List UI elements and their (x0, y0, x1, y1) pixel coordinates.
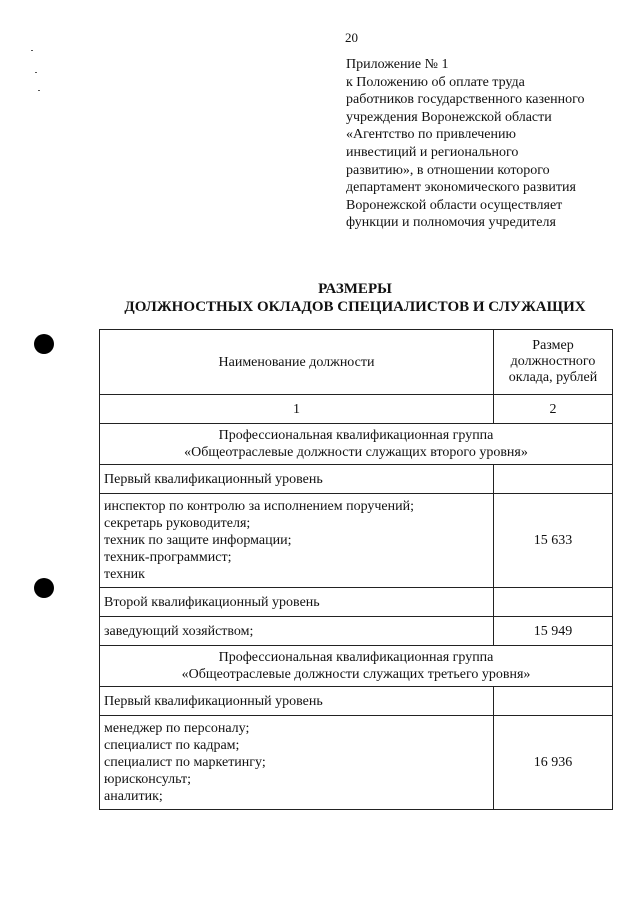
qualification-group-title (100, 646, 613, 687)
qualification-level-row (100, 588, 613, 617)
qualification-group-title (100, 424, 613, 465)
header-salary-line: Размер (532, 338, 574, 353)
positions-row (100, 716, 613, 810)
positions-row (100, 617, 613, 646)
salary-table (99, 329, 613, 810)
punch-hole (34, 578, 54, 598)
appendix-line: развитию», в отношении которого (346, 162, 550, 178)
positions-row (100, 494, 613, 588)
group-title-line: «Общеотраслевые должности служащих третьего уровня» (181, 667, 531, 682)
column-number: 2 (494, 395, 613, 424)
appendix-line: к Положению об оплате труда (346, 74, 525, 90)
qualification-group-row (100, 424, 613, 465)
position-item: инспектор по контролю за исполнением поручений; (104, 499, 415, 514)
positions-list (100, 494, 494, 588)
qualification-level-row (100, 687, 613, 716)
salary-value: 16 936 (494, 716, 613, 810)
group-title-line: Профессиональная квалификационная группа (218, 650, 494, 665)
appendix-line: учреждения Воронежской области (346, 109, 552, 125)
qualification-level-name: Первый квалификационный уровень (100, 465, 494, 494)
appendix-line: «Агентство по привлечению (346, 127, 516, 143)
document-title (100, 280, 610, 316)
appendix-line: Приложение № 1 (346, 57, 449, 72)
position-item: специалист по маркетингу; (104, 755, 266, 770)
column-number-row (100, 395, 613, 424)
position-item: юрисконсульт; (104, 772, 192, 787)
position-item: техник по защите информации; (104, 533, 292, 548)
empty-cell (494, 588, 613, 617)
header-salary-line: оклада, рублей (508, 370, 598, 385)
positions-list (100, 716, 494, 810)
header-position-name: Наименование должности (100, 330, 494, 395)
position-item: техник (104, 567, 145, 582)
appendix-line: Воронежской области осуществляет (346, 197, 563, 213)
position-item: секретарь руководителя; (104, 516, 251, 531)
appendix-line: функции и полномочия учредителя (346, 215, 556, 231)
punch-hole (34, 334, 54, 354)
position-item: менеджер по персоналу; (104, 721, 250, 736)
position-item: специалист по кадрам; (104, 738, 240, 753)
position-item: заведующий хозяйством; (100, 617, 494, 646)
qualification-level-name: Второй квалификационный уровень (100, 588, 494, 617)
position-item: аналитик; (104, 789, 163, 804)
scan-speck (38, 90, 40, 91)
table-header-row (100, 330, 613, 395)
header-salary (494, 330, 613, 395)
scan-speck (31, 50, 33, 51)
group-title-line: Профессиональная квалификационная группа (218, 428, 494, 443)
title-line-2: ДОЛЖНОСТНЫХ ОКЛАДОВ СПЕЦИАЛИСТОВ И СЛУЖАЩИХ (124, 299, 586, 315)
page-number: 20 (345, 30, 358, 45)
header-salary-line: должностного (510, 354, 596, 369)
position-item: техник-программист; (104, 550, 232, 565)
group-title-line: «Общеотраслевые должности служащих второго уровня» (184, 445, 528, 460)
salary-value: 15 949 (494, 617, 613, 646)
appendix-header (346, 56, 626, 232)
qualification-level-row (100, 465, 613, 494)
qualification-level-name: Первый квалификационный уровень (100, 687, 494, 716)
title-line-1: РАЗМЕРЫ (318, 281, 392, 297)
appendix-line: департамент экономического развития (346, 180, 576, 196)
salary-value: 15 633 (494, 494, 613, 588)
qualification-group-row (100, 646, 613, 687)
appendix-line: работников государственного казенного (346, 92, 585, 108)
column-number: 1 (100, 395, 494, 424)
empty-cell (494, 687, 613, 716)
empty-cell (494, 465, 613, 494)
appendix-line: инвестиций и регионального (346, 144, 519, 160)
scan-speck (35, 72, 37, 73)
